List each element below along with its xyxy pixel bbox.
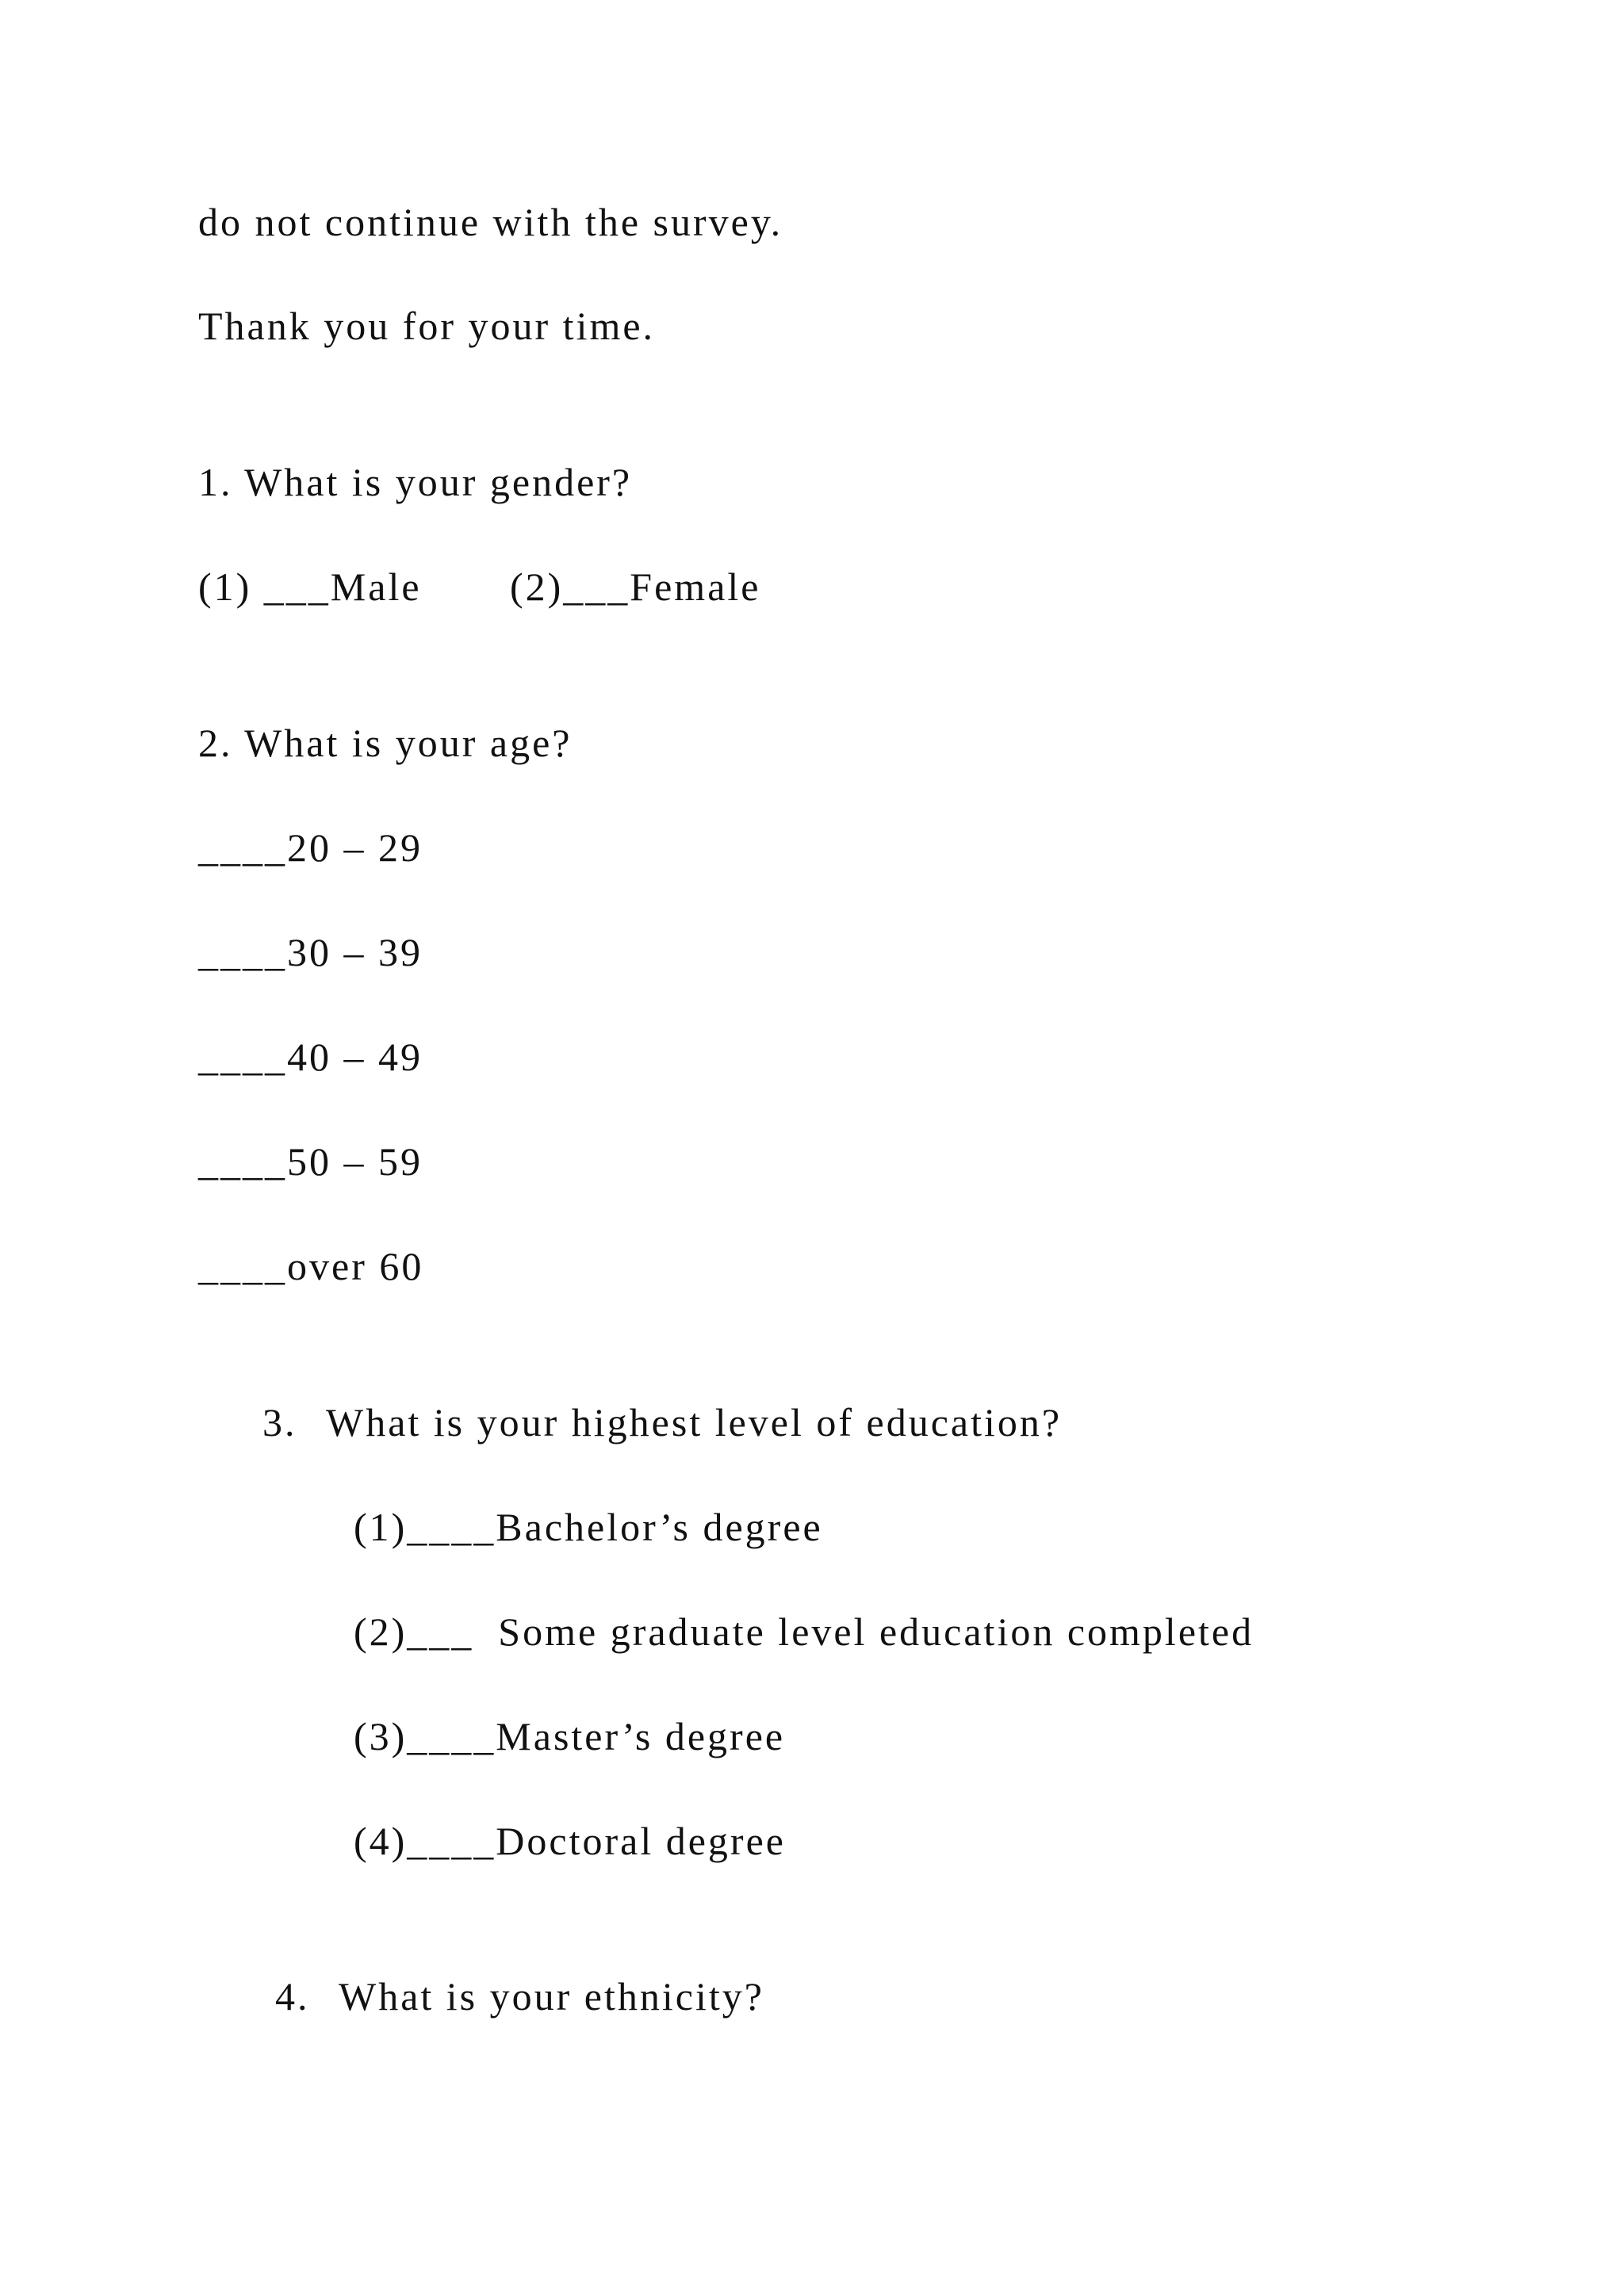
q3-option-masters: (3)____Master’s degree [354, 1714, 786, 1758]
q3-option-doctoral: (4)____Doctoral degree [354, 1819, 786, 1863]
question-3-number: 3. [262, 1400, 297, 1445]
q2-option-40-49: ____40 – 49 [198, 1035, 423, 1079]
q3-option-bachelors: (1)____Bachelor’s degree [354, 1505, 823, 1549]
question-4 [275, 1973, 764, 2020]
question-3-text: What is your highest level of education? [326, 1400, 1063, 1445]
intro-line-2: Thank you for your time. [198, 304, 656, 348]
intro-line-1: do not continue with the survey. [198, 200, 783, 244]
q2-option-over-60: ____over 60 [198, 1244, 424, 1288]
q1-option-female: (2)___Female [510, 564, 761, 609]
q3-option-some-graduate: (2)___ Some graduate level education completed [354, 1609, 1254, 1654]
question-4-number: 4. [275, 1974, 310, 2019]
q2-option-20-29: ____20 – 29 [198, 825, 423, 870]
q1-option-male: (1) ___Male [198, 564, 422, 609]
question-1: 1. What is your gender? [198, 460, 633, 504]
question-2: 2. What is your age? [198, 721, 573, 765]
question-3 [262, 1399, 1062, 1446]
q2-option-30-39: ____30 – 39 [198, 930, 423, 974]
question-4-text: What is your ethnicity? [339, 1974, 764, 2019]
q2-option-50-59: ____50 – 59 [198, 1139, 423, 1184]
